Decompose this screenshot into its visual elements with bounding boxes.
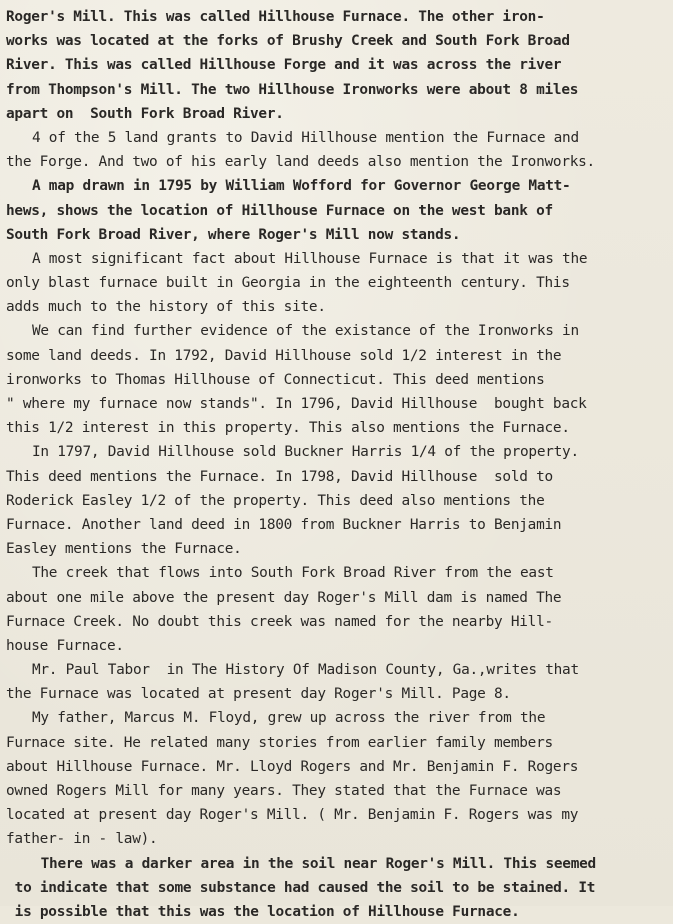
text-line: In 1797, David Hillhouse sold Buckner Harris 1/4 of the property.	[31, 444, 579, 461]
document-body	[6, 5, 670, 924]
text-line: about Hillhouse Furnace. Mr. Lloyd Rogers and Mr. Benjamin F. Rogers	[6, 758, 579, 775]
text-line: Roderick Easley 1/2 of the property. This deed also mentions the	[6, 492, 545, 509]
text-line: A map drawn in 1795 by William Wofford for Governor George Matt-	[31, 178, 571, 195]
text-line: apart on South Fork Broad River.	[6, 105, 284, 122]
text-line: adds much to the history of this site.	[6, 299, 326, 316]
text-line: A most significant fact about Hillhouse Furnace is that it was the	[31, 250, 588, 267]
text-line: works was located at the forks of Brushy Creek and South Fork Broad	[6, 33, 570, 50]
text-line: The creek that flows into South Fork Broad River from the east	[31, 565, 554, 582]
text-line: house Furnace.	[6, 637, 124, 654]
text-line: to indicate that some substance had caused the soil to be stained. It	[14, 879, 596, 896]
text-line: ironworks to Thomas Hillhouse of Connecticut. This deed mentions	[6, 371, 545, 388]
text-line: this 1/2 interest in this property. This also mentions the Furnace.	[6, 420, 570, 437]
text-line: the Forge. And two of his early land deeds also mention the Ironworks.	[6, 154, 595, 171]
text-line: Furnace Creek. No doubt this creek was named for the nearby Hill-	[6, 613, 553, 630]
text-line: father- in - law).	[6, 831, 158, 848]
text-line: " where my furnace now stands". In 1796, David Hillhouse bought back	[6, 396, 587, 412]
text-line: is possible that this was the location of Hillhouse Furnace.	[14, 903, 520, 920]
text-line: Mr. Paul Tabor in The History Of Madison County, Ga.,writes that	[31, 662, 579, 679]
text-line: located at present day Roger's Mill. ( Mr. Benjamin F. Rogers was my	[6, 807, 579, 824]
text-line: Easley mentions the Furnace.	[6, 541, 242, 558]
text-line: My father, Marcus M. Floyd, grew up across the river from the	[31, 710, 546, 727]
text-line: only blast furnace built in Georgia in the eighteenth century. This	[6, 275, 570, 292]
text-line: owned Rogers Mill for many years. They stated that the Furnace was	[6, 783, 562, 799]
text-line: about one mile above the present day Roger's Mill dam is named The	[6, 589, 562, 606]
text-line: This deed mentions the Furnace. In 1798, David Hillhouse sold to	[6, 468, 553, 485]
text-line: South Fork Broad River, where Roger's Mill now stands.	[6, 226, 461, 243]
text-line: Furnace. Another land deed in 1800 from Buckner Harris to Benjamin	[6, 516, 562, 533]
text-line: from Thompson's Mill. The two Hillhouse Ironworks were about 8 miles	[6, 81, 579, 98]
text-line: There was a darker area in the soil near Roger's Mill. This seemed	[40, 855, 596, 872]
text-line: Roger's Mill. This was called Hillhouse Furnace. The other iron-	[6, 9, 545, 25]
text-line: Furnace site. He related many stories from earlier family members	[6, 734, 553, 751]
text-line: the Furnace was located at present day Roger's Mill. Page 8.	[6, 686, 511, 703]
text-line: 4 of the 5 land grants to David Hillhouse mention the Furnace and	[31, 129, 579, 146]
text-line: We can find further evidence of the existance of the Ironworks in	[31, 323, 579, 340]
text-line: River. This was called Hillhouse Forge and it was across the river	[6, 57, 562, 74]
text-line: hews, shows the location of Hillhouse Furnace on the west bank of	[6, 202, 553, 219]
text-line: some land deeds. In 1792, David Hillhouse sold 1/2 interest in the	[6, 347, 562, 364]
